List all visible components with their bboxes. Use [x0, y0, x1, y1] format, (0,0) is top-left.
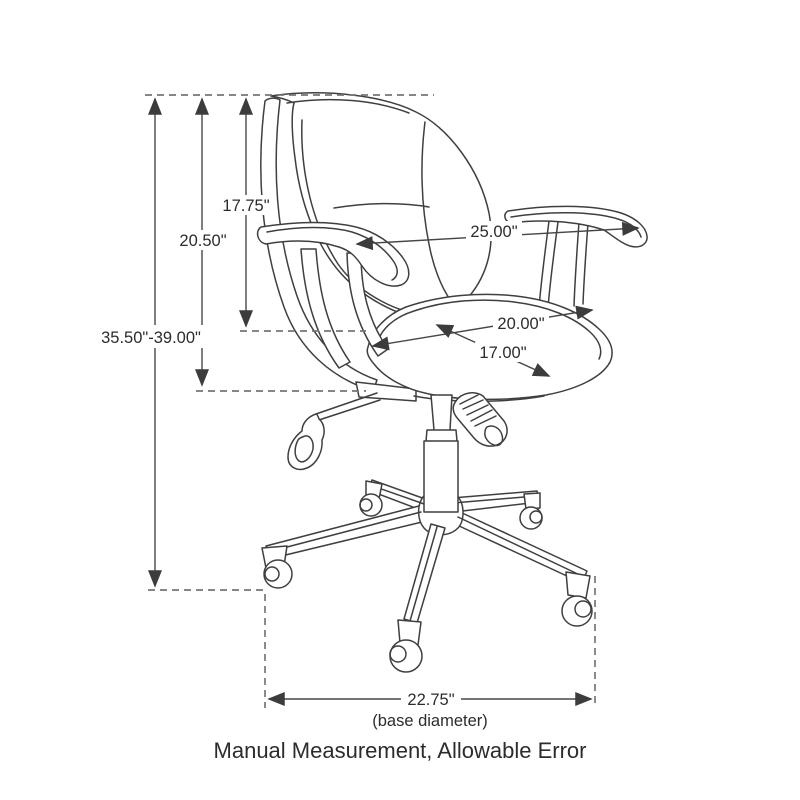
backrest-outline — [271, 93, 491, 322]
adjustment-lever — [288, 393, 380, 469]
chair-drawing — [258, 93, 648, 672]
dim-arm-to-arm-label: 25.00" — [470, 223, 518, 241]
dim-back-frame-height-label: 20.50" — [179, 232, 227, 250]
caster-wheel — [360, 494, 382, 516]
caster-bracket — [566, 572, 590, 598]
backrest — [271, 93, 491, 322]
diagram-caption: Manual Measurement, Allowable Error — [213, 738, 587, 763]
caster-back-left — [360, 481, 382, 516]
caster-wheel — [264, 560, 292, 588]
leg-front — [404, 524, 445, 623]
base-diameter-note: (base diameter) — [372, 712, 488, 730]
dim-seat-depth-label: 17.00" — [479, 344, 527, 362]
dim-base-diameter-label: 22.75" — [407, 691, 455, 709]
caster-wheel — [562, 596, 592, 626]
right-armrest-struts — [539, 221, 588, 308]
right-armrest — [505, 206, 647, 247]
gas-cylinder — [424, 395, 458, 512]
dimension-labels — [94, 195, 586, 763]
dim-backrest-height-label: 17.75" — [222, 197, 270, 215]
dim-seat-width-label: 20.00" — [497, 315, 545, 333]
caster-wheel — [520, 507, 542, 529]
caster-front — [390, 620, 422, 672]
dim-overall-height-label: 35.50"-39.00" — [101, 329, 201, 347]
caster-right — [562, 572, 592, 626]
